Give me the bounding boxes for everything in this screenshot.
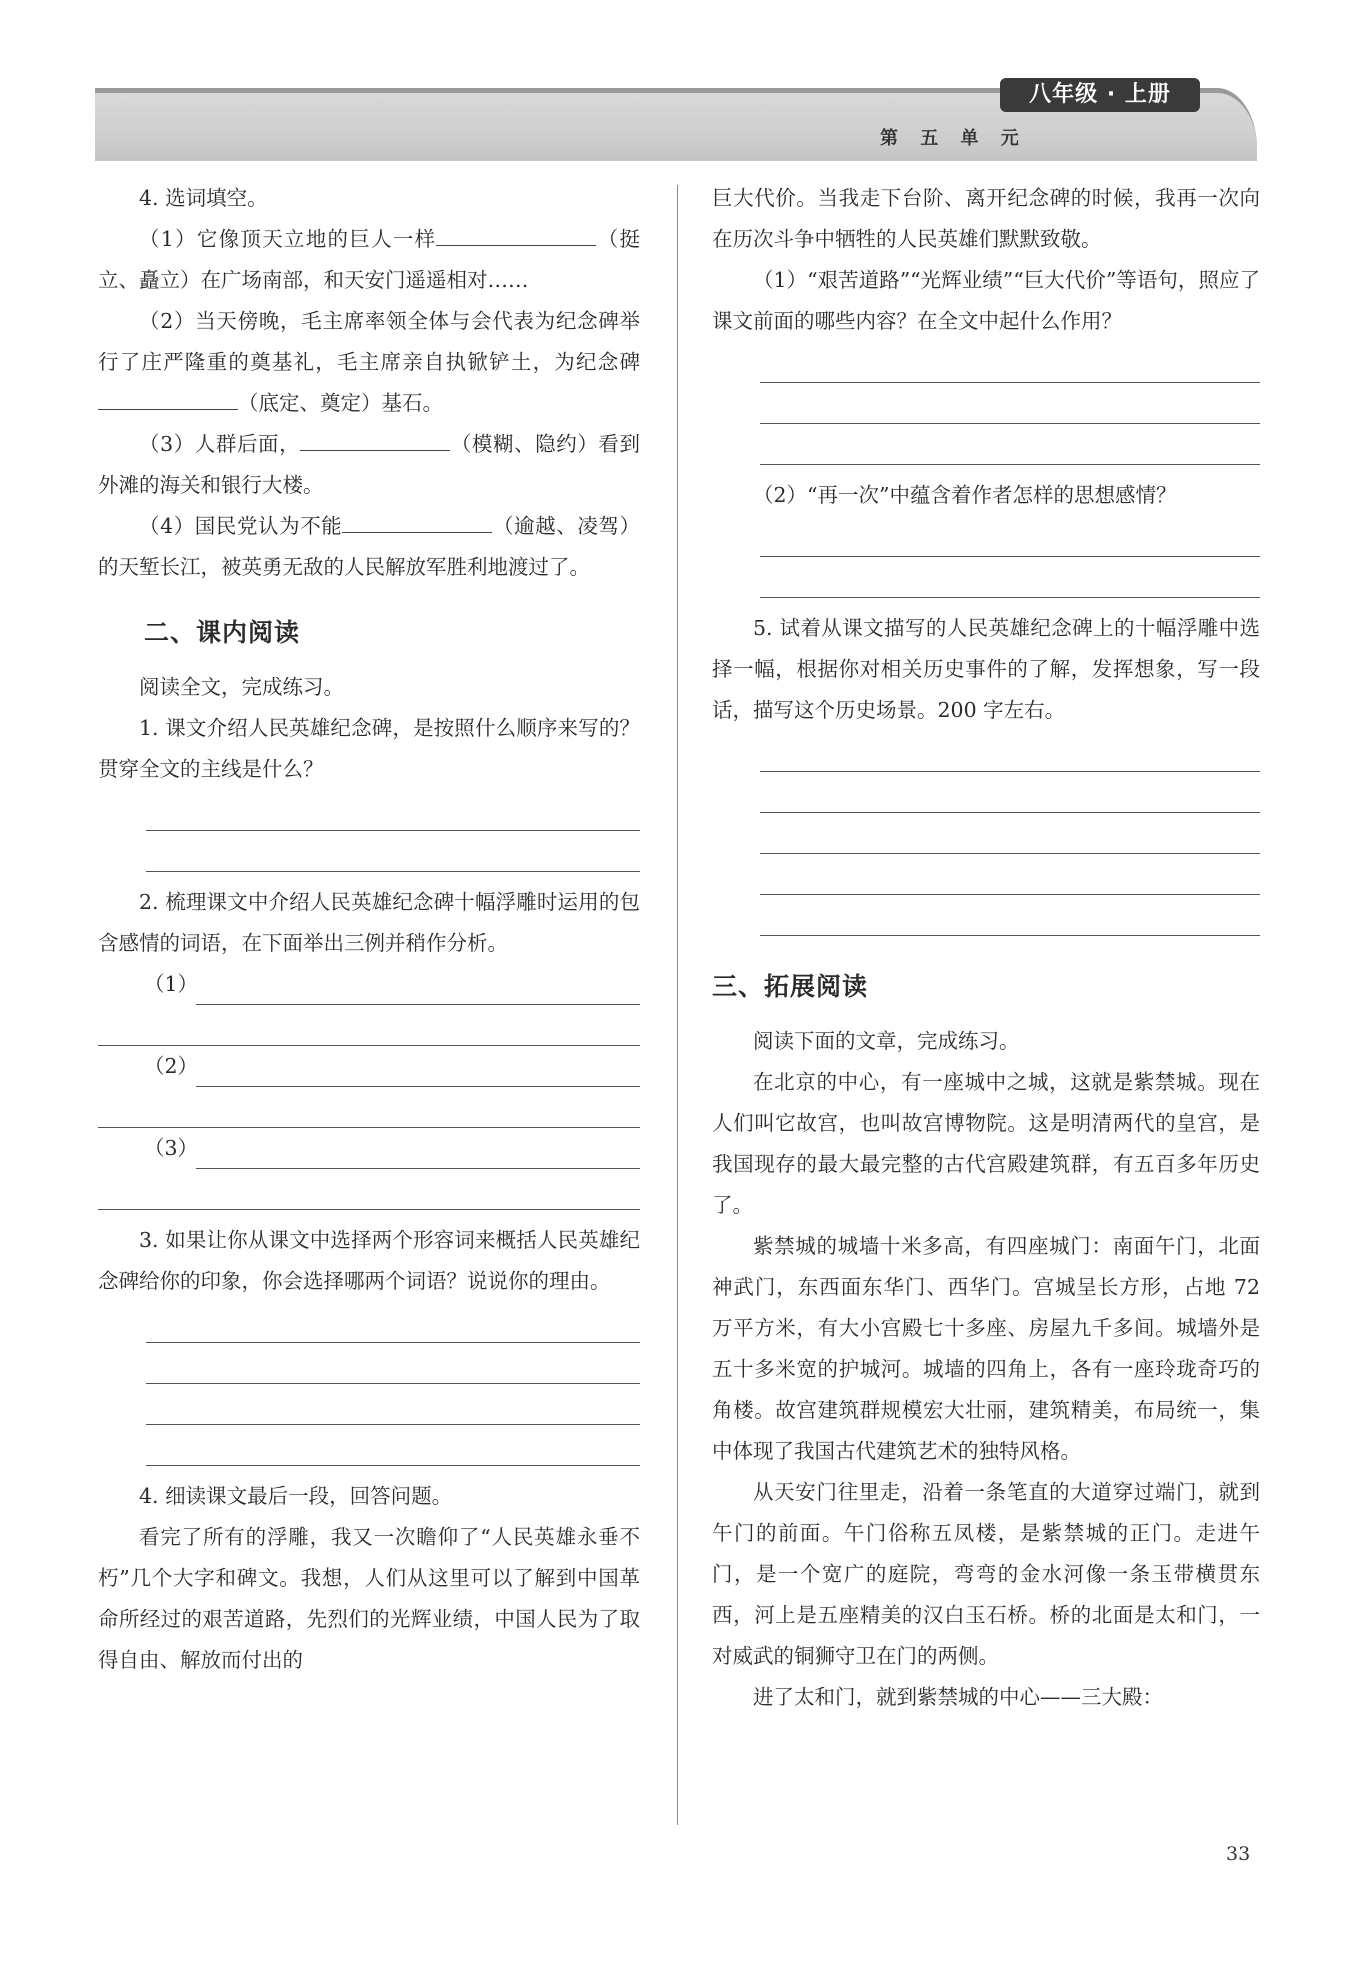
answer-line[interactable]: [760, 383, 1260, 424]
quote-passage: 看完了所有的浮雕，我又一次瞻仰了“人民英雄永垂不朽”几个大字和碑文。我想，人们从这里可以了解到中国革命所经过的艰苦道路，先烈们的光辉业绩，中国人民为了取得自由、解放而付出的: [98, 1525, 640, 1672]
article-paragraph-4: 进了太和门，就到紫禁城的中心——三大殿：: [753, 1685, 1163, 1709]
answer-line[interactable]: [760, 895, 1260, 936]
answer-line[interactable]: [146, 1384, 640, 1425]
answer-line[interactable]: [146, 1343, 640, 1384]
fill-blank[interactable]: [342, 510, 492, 533]
answer-line[interactable]: [98, 1087, 640, 1128]
article-paragraph-2: 紫禁城的城墙十米多高，有四座城门：南面午门，北面神武门，东西面东华门、西华门。宫城呈长方形，占地 72 万平方米，有大小宫殿七十多座、房屋九千多间。城墙外是五十多米宽的护城河。城墙的四角上，各有一座玲珑奇巧的角楼。故宫建筑群规模宏大壮丽，建筑精美，布局统一，集中体现了我国古代建筑艺术的独特风格。: [712, 1234, 1260, 1463]
answer-line[interactable]: [98, 1169, 640, 1210]
answer-line[interactable]: [146, 1302, 640, 1343]
answer-line[interactable]: [760, 813, 1260, 854]
section-heading-2: 二、课内阅读: [144, 618, 301, 647]
column-divider: [677, 185, 678, 1825]
answer-line[interactable]: [146, 790, 640, 831]
q4-title: 4. 选词填空。: [139, 186, 268, 210]
q4-item-2: （2）当天傍晚，毛主席率领全体与会代表为纪念碑举行了庄严隆重的奠基礼，毛主席亲自执锨铲土，为纪念碑（底定、奠定）基石。: [98, 309, 640, 415]
answer-line[interactable]: [760, 516, 1260, 557]
answer-line[interactable]: [146, 1425, 640, 1466]
answer-line[interactable]: [98, 1005, 640, 1046]
question-2: 2. 梳理课文中介绍人民英雄纪念碑十幅浮雕时运用的包含感情的词语，在下面举出三例并稍作分析。: [98, 890, 640, 955]
answer-line-3[interactable]: （3）: [98, 1128, 640, 1169]
answer-line[interactable]: [760, 557, 1260, 598]
fill-blank[interactable]: [300, 428, 450, 451]
answer-line-2[interactable]: （2）: [98, 1046, 640, 1087]
left-column: [98, 178, 640, 1681]
page-number: 33: [1226, 1843, 1251, 1865]
q4-item-3: （3）人群后面， （模糊、隐约）看到外滩的海关和银行大楼。: [98, 424, 640, 506]
answer-line-1[interactable]: （1）: [98, 964, 640, 1005]
unit-label: 第 五 单 元: [880, 128, 1027, 149]
question-1: 1. 课文介绍人民英雄纪念碑，是按照什么顺序来写的？贯穿全文的主线是什么？: [98, 716, 640, 781]
fill-blank[interactable]: [436, 223, 596, 246]
fill-blank[interactable]: [98, 387, 238, 410]
article-paragraph-1: 在北京的中心，有一座城中之城，这就是紫禁城。现在人们叫它故宫，也叫故宫博物院。这是明清两代的皇宫，是我国现存的最大最完整的古代宫殿建筑群，有五百多年历史了。: [712, 1070, 1260, 1217]
quote-continuation: 巨大代价。当我走下台阶、离开纪念碑的时候，我再一次向在历次斗争中牺牲的人民英雄们默默致敬。: [712, 186, 1260, 251]
answer-line[interactable]: [146, 831, 640, 872]
q4-item-1: （1）它像顶天立地的巨人一样 （挺立、矗立）在广场南部，和天安门遥遥相对……: [98, 219, 640, 301]
question-3: 3. 如果让你从课文中选择两个形容词来概括人民英雄纪念碑给你的印象，你会选择哪两个词语？说说你的理由。: [98, 1228, 640, 1293]
article-paragraph-3: 从天安门往里走，沿着一条笔直的大道穿过端门，就到午门的前面。午门俗称五凤楼，是紫禁城的正门。走进午门，是一个宽广的庭院，弯弯的金水河像一条玉带横贯东西，河上是五座精美的汉白玉石桥。桥的北面是太和门，一对威武的铜狮守卫在门的两侧。: [712, 1480, 1260, 1668]
grade-badge: 八年级 · 上册: [1000, 78, 1200, 112]
right-column: [712, 178, 1260, 1718]
answer-line[interactable]: [760, 731, 1260, 772]
question-4-2: （2）“再一次”中蕴含着作者怎样的思想感情？: [753, 483, 1177, 507]
section-3-intro: 阅读下面的文章，完成练习。: [753, 1029, 1020, 1053]
answer-line[interactable]: [760, 342, 1260, 383]
answer-line[interactable]: [760, 772, 1260, 813]
question-5: 5. 试着从课文描写的人民英雄纪念碑上的十幅浮雕中选择一幅，根据你对相关历史事件的了解，发挥想象，写一段话，描写这个历史场景。200 字左右。: [712, 616, 1260, 722]
answer-line[interactable]: [760, 424, 1260, 465]
answer-line[interactable]: [760, 854, 1260, 895]
section-heading-3: 三、拓展阅读: [712, 972, 869, 1001]
section-2-intro: 阅读全文，完成练习。: [139, 675, 344, 699]
question-4: 4. 细读课文最后一段，回答问题。: [139, 1484, 453, 1508]
q4-item-4: （4）国民党认为不能 （逾越、凌驾）的天堑长江，被英勇无敌的人民解放军胜利地渡过了。: [98, 506, 640, 588]
question-4-1: （1）“艰苦道路”“光辉业绩”“巨大代价”等语句，照应了课文前面的哪些内容？在全文中起什么作用？: [712, 268, 1260, 333]
